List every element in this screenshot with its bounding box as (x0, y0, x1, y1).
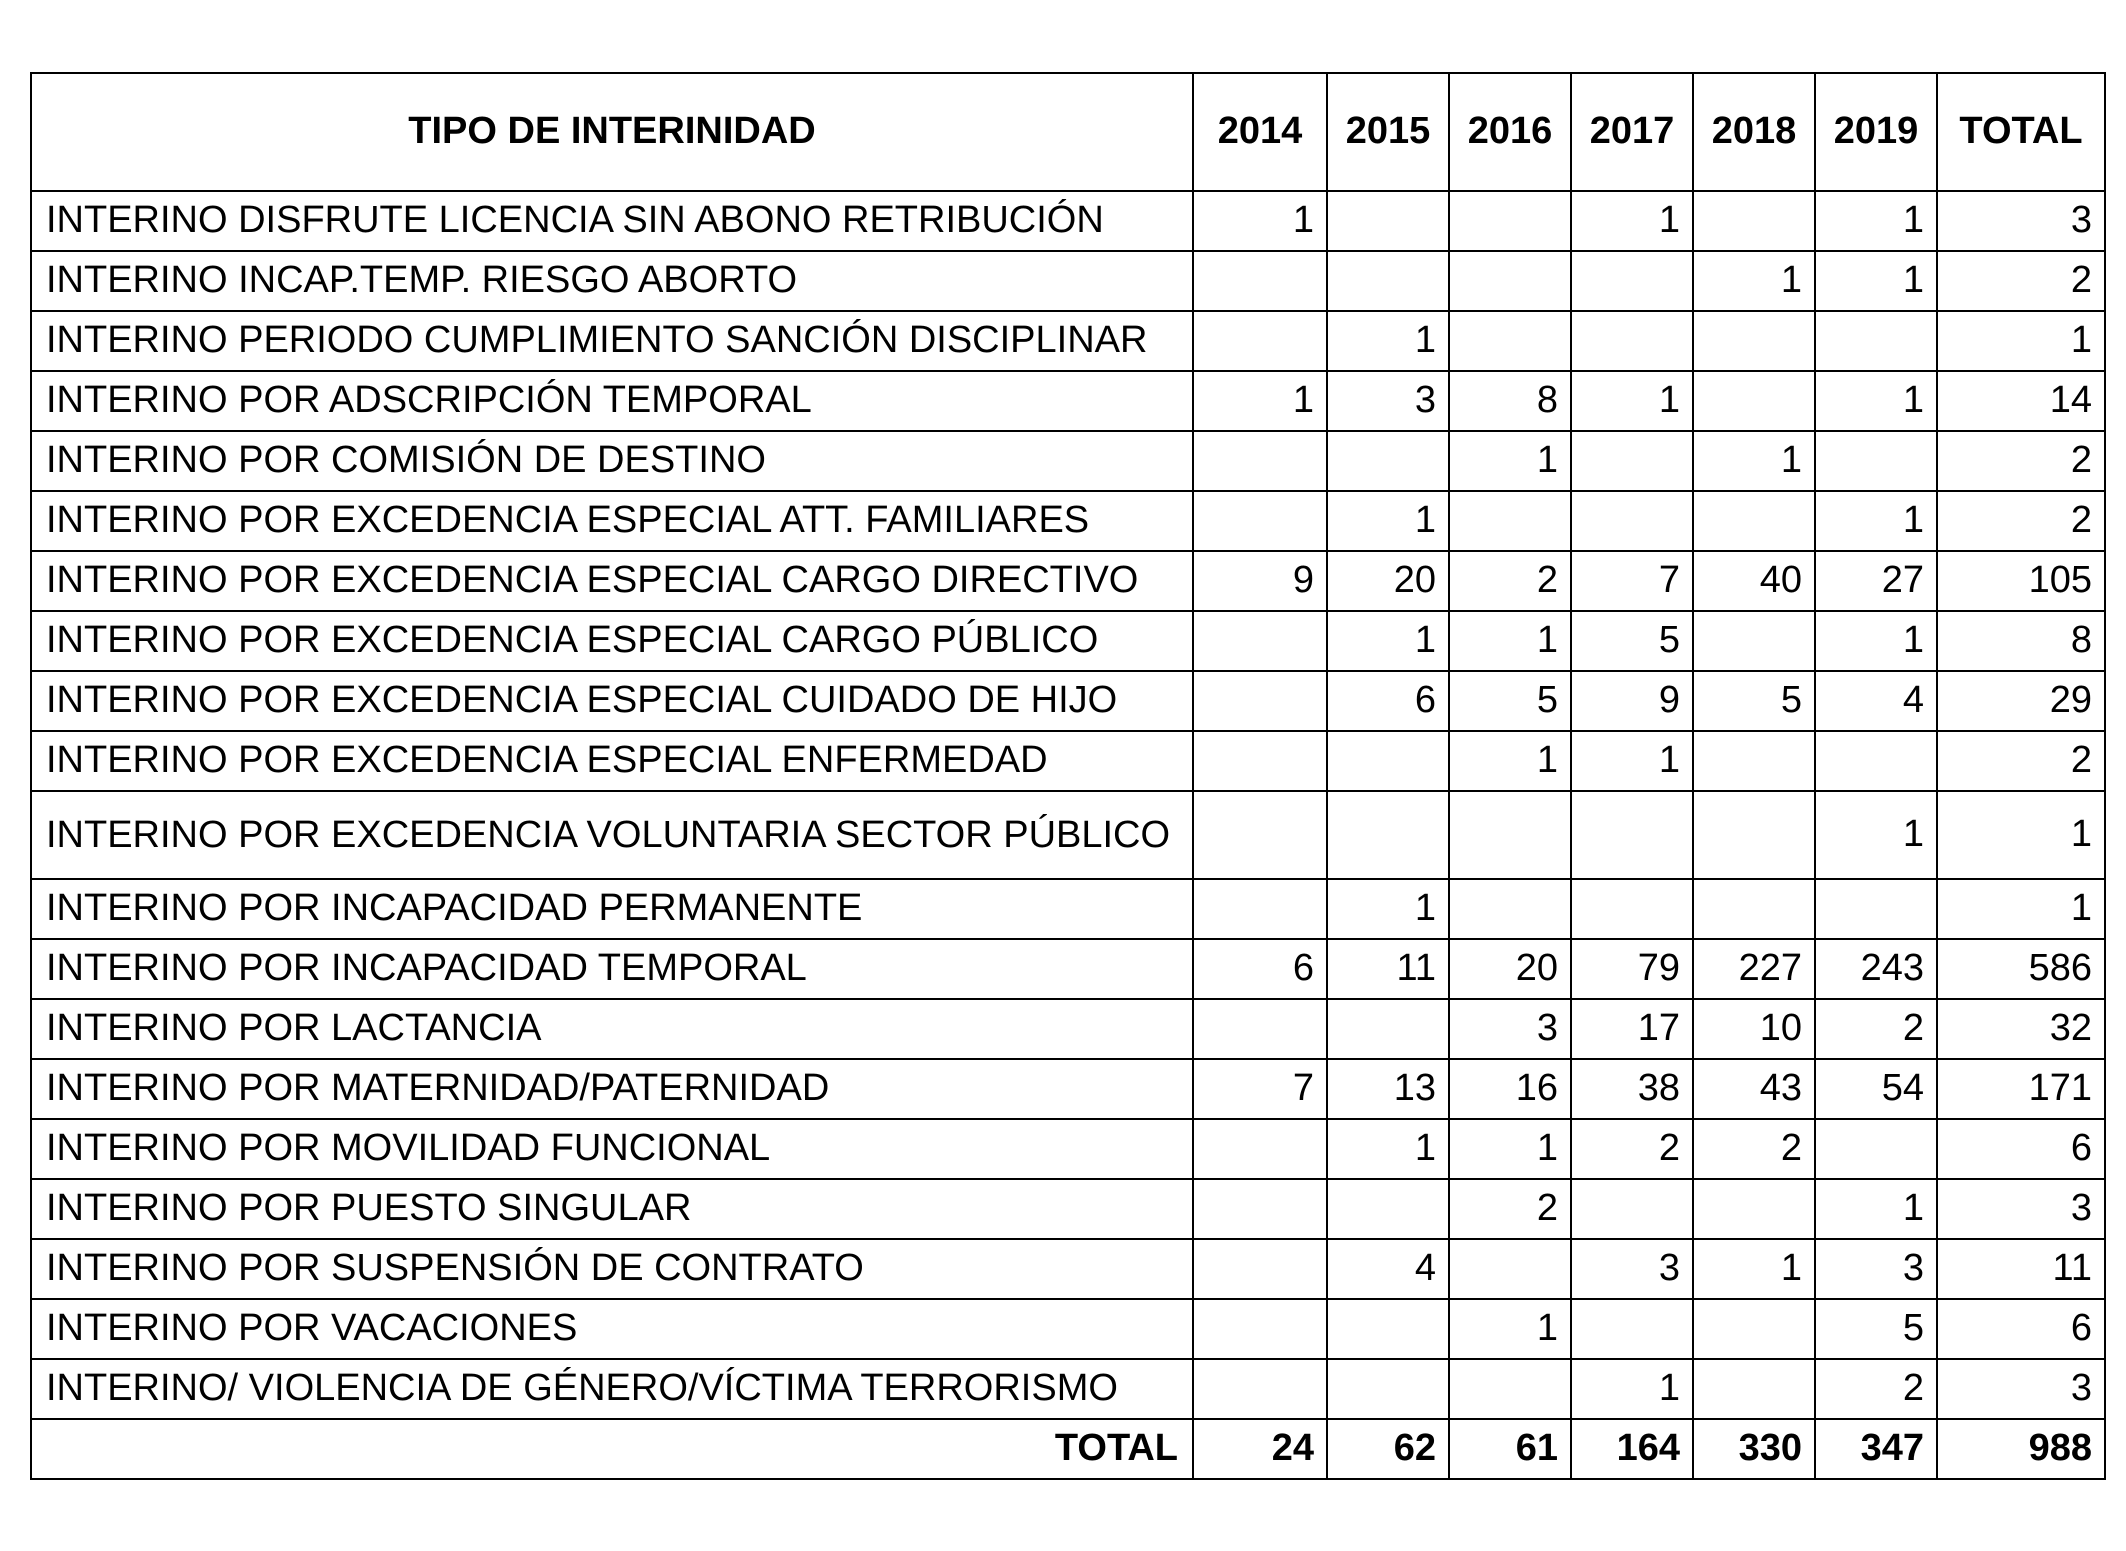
row-label: INTERINO/ VIOLENCIA DE GÉNERO/VÍCTIMA TERRORISMO (31, 1359, 1193, 1419)
value-cell (1193, 491, 1327, 551)
value-cell: 1 (1327, 879, 1449, 939)
table-row (31, 251, 2105, 311)
value-cell (1327, 1179, 1449, 1239)
value-cell: 6 (1327, 671, 1449, 731)
row-total-cell: 2 (1937, 251, 2105, 311)
row-total-cell: 2 (1937, 431, 2105, 491)
value-cell: 1 (1449, 1299, 1571, 1359)
header-2018: 2018 (1693, 73, 1815, 191)
table-row (31, 1239, 2105, 1299)
value-cell: 1 (1449, 731, 1571, 791)
header-total: TOTAL (1937, 73, 2105, 191)
value-cell (1327, 791, 1449, 879)
value-cell (1815, 431, 1937, 491)
row-total-cell: 32 (1937, 999, 2105, 1059)
row-label: INTERINO POR VACACIONES (31, 1299, 1193, 1359)
value-cell: 1 (1571, 191, 1693, 251)
value-cell: 1 (1449, 431, 1571, 491)
value-cell: 1 (1193, 191, 1327, 251)
value-cell: 1 (1693, 251, 1815, 311)
row-total-cell: 1 (1937, 311, 2105, 371)
value-cell: 16 (1449, 1059, 1571, 1119)
value-cell (1815, 311, 1937, 371)
value-cell (1327, 1299, 1449, 1359)
value-cell: 3 (1815, 1239, 1937, 1299)
table-row (31, 371, 2105, 431)
value-cell (1193, 431, 1327, 491)
total-row (31, 1419, 2105, 1479)
value-cell (1193, 879, 1327, 939)
row-label: INTERINO POR ADSCRIPCIÓN TEMPORAL (31, 371, 1193, 431)
row-label: INTERINO POR SUSPENSIÓN DE CONTRATO (31, 1239, 1193, 1299)
row-total-cell: 11 (1937, 1239, 2105, 1299)
table-row (31, 491, 2105, 551)
row-total-cell: 14 (1937, 371, 2105, 431)
value-cell: 40 (1693, 551, 1815, 611)
value-cell: 1 (1693, 1239, 1815, 1299)
value-cell: 243 (1815, 939, 1937, 999)
value-cell: 1 (1327, 311, 1449, 371)
row-label: INTERINO POR MATERNIDAD/PATERNIDAD (31, 1059, 1193, 1119)
value-cell: 38 (1571, 1059, 1693, 1119)
value-cell: 6 (1193, 939, 1327, 999)
total-cell: 61 (1449, 1419, 1571, 1479)
value-cell: 1 (1815, 1179, 1937, 1239)
header-tipo: TIPO DE INTERINIDAD (31, 73, 1193, 191)
value-cell (1449, 251, 1571, 311)
value-cell: 43 (1693, 1059, 1815, 1119)
table-row (31, 671, 2105, 731)
row-label: INTERINO POR COMISIÓN DE DESTINO (31, 431, 1193, 491)
value-cell (1693, 1179, 1815, 1239)
value-cell: 13 (1327, 1059, 1449, 1119)
value-cell (1449, 311, 1571, 371)
value-cell: 2 (1815, 1359, 1937, 1419)
value-cell (1571, 251, 1693, 311)
row-label: INTERINO POR EXCEDENCIA ESPECIAL ENFERMEDAD (31, 731, 1193, 791)
value-cell: 10 (1693, 999, 1815, 1059)
row-label: INTERINO POR LACTANCIA (31, 999, 1193, 1059)
value-cell: 1 (1327, 611, 1449, 671)
value-cell: 7 (1193, 1059, 1327, 1119)
value-cell (1193, 1299, 1327, 1359)
value-cell: 5 (1693, 671, 1815, 731)
table-row (31, 431, 2105, 491)
row-label: INTERINO INCAP.TEMP. RIESGO ABORTO (31, 251, 1193, 311)
table-row (31, 879, 2105, 939)
row-label: INTERINO POR EXCEDENCIA VOLUNTARIA SECTOR PÚBLICO (31, 791, 1193, 879)
value-cell (1693, 311, 1815, 371)
table-row (31, 791, 2105, 879)
table-row (31, 731, 2105, 791)
value-cell: 20 (1449, 939, 1571, 999)
total-label: TOTAL (31, 1419, 1193, 1479)
value-cell (1449, 879, 1571, 939)
value-cell: 1 (1193, 371, 1327, 431)
row-label: INTERINO POR EXCEDENCIA ESPECIAL CARGO DIRECTIVO (31, 551, 1193, 611)
value-cell: 1 (1815, 491, 1937, 551)
total-cell: 164 (1571, 1419, 1693, 1479)
row-total-cell: 3 (1937, 1359, 2105, 1419)
value-cell: 7 (1571, 551, 1693, 611)
value-cell (1693, 879, 1815, 939)
value-cell (1193, 731, 1327, 791)
row-label: INTERINO PERIODO CUMPLIMIENTO SANCIÓN DISCIPLINAR (31, 311, 1193, 371)
row-label: INTERINO POR INCAPACIDAD TEMPORAL (31, 939, 1193, 999)
value-cell: 1 (1449, 1119, 1571, 1179)
row-total-cell: 3 (1937, 1179, 2105, 1239)
table-row (31, 1119, 2105, 1179)
value-cell: 4 (1815, 671, 1937, 731)
row-total-cell: 105 (1937, 551, 2105, 611)
total-cell: 62 (1327, 1419, 1449, 1479)
value-cell (1693, 791, 1815, 879)
value-cell (1327, 1359, 1449, 1419)
value-cell: 3 (1327, 371, 1449, 431)
value-cell: 2 (1693, 1119, 1815, 1179)
value-cell (1327, 251, 1449, 311)
value-cell: 1 (1571, 1359, 1693, 1419)
row-label: INTERINO POR EXCEDENCIA ESPECIAL ATT. FAMILIARES (31, 491, 1193, 551)
value-cell: 3 (1571, 1239, 1693, 1299)
value-cell: 8 (1449, 371, 1571, 431)
header-2015: 2015 (1327, 73, 1449, 191)
value-cell (1327, 191, 1449, 251)
row-total-cell: 1 (1937, 791, 2105, 879)
row-total-cell: 8 (1937, 611, 2105, 671)
total-cell: 330 (1693, 1419, 1815, 1479)
value-cell (1193, 1239, 1327, 1299)
value-cell (1327, 431, 1449, 491)
value-cell: 5 (1571, 611, 1693, 671)
value-cell (1571, 879, 1693, 939)
table-row (31, 999, 2105, 1059)
table-row (31, 191, 2105, 251)
table-row (31, 551, 2105, 611)
value-cell (1571, 1179, 1693, 1239)
value-cell (1693, 611, 1815, 671)
value-cell (1193, 999, 1327, 1059)
header-2014: 2014 (1193, 73, 1327, 191)
value-cell: 20 (1327, 551, 1449, 611)
value-cell (1815, 879, 1937, 939)
value-cell: 27 (1815, 551, 1937, 611)
row-total-cell: 171 (1937, 1059, 2105, 1119)
row-total-cell: 6 (1937, 1299, 2105, 1359)
value-cell (1193, 1359, 1327, 1419)
row-label: INTERINO POR MOVILIDAD FUNCIONAL (31, 1119, 1193, 1179)
value-cell: 11 (1327, 939, 1449, 999)
row-label: INTERINO POR EXCEDENCIA ESPECIAL CARGO PÚBLICO (31, 611, 1193, 671)
value-cell: 1 (1571, 731, 1693, 791)
value-cell: 5 (1815, 1299, 1937, 1359)
value-cell: 2 (1449, 551, 1571, 611)
value-cell (1193, 251, 1327, 311)
value-cell (1193, 1179, 1327, 1239)
total-cell: 347 (1815, 1419, 1937, 1479)
value-cell (1571, 1299, 1693, 1359)
value-cell (1327, 731, 1449, 791)
value-cell: 227 (1693, 939, 1815, 999)
value-cell (1449, 791, 1571, 879)
value-cell: 1 (1449, 611, 1571, 671)
value-cell (1693, 371, 1815, 431)
value-cell: 1 (1815, 371, 1937, 431)
value-cell: 4 (1327, 1239, 1449, 1299)
value-cell (1693, 191, 1815, 251)
value-cell: 1 (1327, 1119, 1449, 1179)
value-cell: 79 (1571, 939, 1693, 999)
value-cell (1571, 491, 1693, 551)
value-cell (1571, 791, 1693, 879)
table-row (31, 1359, 2105, 1419)
row-label: INTERINO POR INCAPACIDAD PERMANENTE (31, 879, 1193, 939)
value-cell (1193, 1119, 1327, 1179)
table-row (31, 1059, 2105, 1119)
value-cell (1693, 1299, 1815, 1359)
value-cell (1449, 1359, 1571, 1419)
value-cell (1193, 671, 1327, 731)
value-cell (1693, 491, 1815, 551)
value-cell: 1 (1815, 611, 1937, 671)
header-2019: 2019 (1815, 73, 1937, 191)
value-cell: 9 (1193, 551, 1327, 611)
interinidad-table (30, 72, 2106, 1480)
table-row (31, 311, 2105, 371)
value-cell: 2 (1449, 1179, 1571, 1239)
header-2017: 2017 (1571, 73, 1693, 191)
value-cell: 2 (1815, 999, 1937, 1059)
row-label: INTERINO DISFRUTE LICENCIA SIN ABONO RETRIBUCIÓN (31, 191, 1193, 251)
row-total-cell: 1 (1937, 879, 2105, 939)
row-label: INTERINO POR PUESTO SINGULAR (31, 1179, 1193, 1239)
value-cell (1449, 191, 1571, 251)
value-cell: 54 (1815, 1059, 1937, 1119)
row-total-cell: 586 (1937, 939, 2105, 999)
header-row (31, 73, 2105, 191)
value-cell (1571, 311, 1693, 371)
row-total-cell: 6 (1937, 1119, 2105, 1179)
value-cell: 1 (1327, 491, 1449, 551)
value-cell (1193, 791, 1327, 879)
row-total-cell: 2 (1937, 491, 2105, 551)
table-row (31, 611, 2105, 671)
table-row (31, 1179, 2105, 1239)
row-total-cell: 2 (1937, 731, 2105, 791)
value-cell (1193, 311, 1327, 371)
value-cell: 1 (1693, 431, 1815, 491)
total-cell: 988 (1937, 1419, 2105, 1479)
value-cell: 1 (1815, 191, 1937, 251)
value-cell (1815, 1119, 1937, 1179)
value-cell: 2 (1571, 1119, 1693, 1179)
value-cell (1693, 731, 1815, 791)
row-total-cell: 29 (1937, 671, 2105, 731)
value-cell (1327, 999, 1449, 1059)
value-cell: 1 (1815, 251, 1937, 311)
value-cell (1193, 611, 1327, 671)
value-cell: 17 (1571, 999, 1693, 1059)
header-2016: 2016 (1449, 73, 1571, 191)
total-cell: 24 (1193, 1419, 1327, 1479)
value-cell (1449, 1239, 1571, 1299)
value-cell: 9 (1571, 671, 1693, 731)
value-cell (1449, 491, 1571, 551)
table-row (31, 939, 2105, 999)
row-total-cell: 3 (1937, 191, 2105, 251)
row-label: INTERINO POR EXCEDENCIA ESPECIAL CUIDADO DE HIJO (31, 671, 1193, 731)
value-cell: 1 (1815, 791, 1937, 879)
value-cell: 1 (1571, 371, 1693, 431)
value-cell (1815, 731, 1937, 791)
value-cell: 3 (1449, 999, 1571, 1059)
table-row (31, 1299, 2105, 1359)
value-cell (1693, 1359, 1815, 1419)
value-cell: 5 (1449, 671, 1571, 731)
value-cell (1571, 431, 1693, 491)
